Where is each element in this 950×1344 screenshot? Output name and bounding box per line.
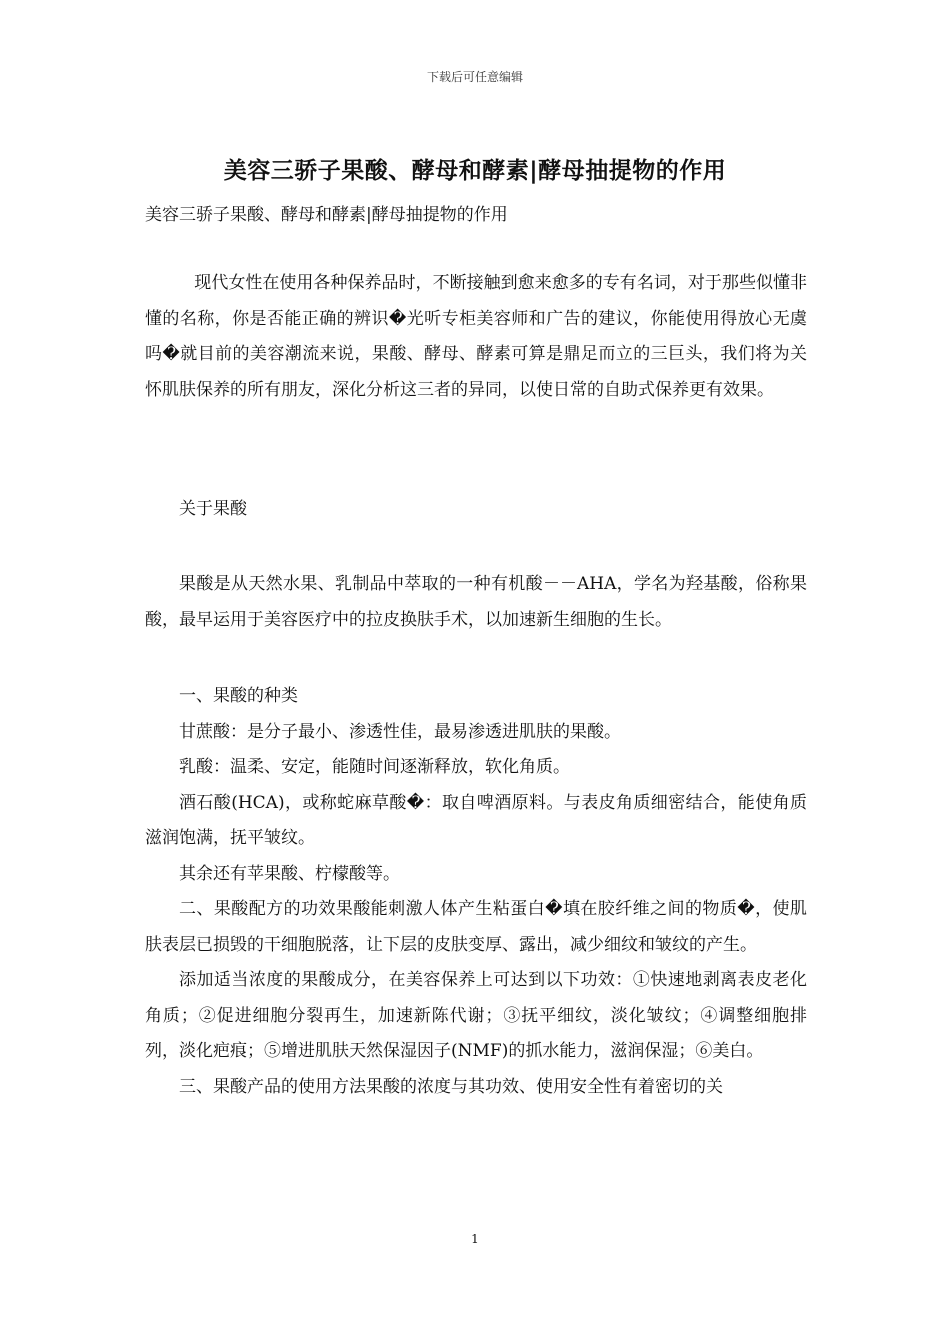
definition-paragraph-block <box>145 567 807 638</box>
section-heading-block <box>145 492 807 528</box>
document-subtitle: 美容三骄子果酸、酵母和酵素|酵母抽提物的作用 <box>145 205 508 225</box>
usage-paragraph: 三、果酸产品的使用方法果酸的浓度与其功效、使用安全性有着密切的关 <box>179 1076 723 1097</box>
page-number: 1 <box>471 1232 479 1246</box>
intro-paragraph: 现代女性在使用各种保养品时，不断接触到愈来愈多的专有名词，对于那些似懂非懂的名称，你是否能正确的辨识�光听专柜美容师和广告的建议，你能使用得放心无虞吗�就目前的美容潮流来说，果酸、酵母、酵素可算是鼎足而立的三巨头，我们将为关怀肌肤保养的所有朋友，深化分析这三者的异同，以使日常的自助式保养更有效果。 <box>145 273 807 400</box>
types-heading: 一、果酸的种类 <box>179 686 298 706</box>
section-heading: 关于果酸 <box>179 499 247 519</box>
document-title: 美容三骄子果酸、酵母和酵素|酵母抽提物的作用 <box>223 158 727 184</box>
types-block <box>145 679 807 1105</box>
type-item-lactic-acid: 乳酸：温柔、安定，能随时间逐渐释放，软化角质。 <box>179 757 570 777</box>
benefits-paragraph: 添加适当浓度的果酸成分，在美容保养上可达到以下功效：①快速地剥离表皮老化角质；②促进细胞分裂再生，加速新陈代谢；③抚平细纹，淡化皱纹；④调整细胞排列，淡化疤痕；⑤增进肌肤天然保湿因子(NMF)的抓水能力，滋润保湿；⑥美白。 <box>145 970 807 1061</box>
intro-paragraph-block <box>145 266 807 408</box>
header-note: 下载后可任意编辑 <box>426 70 523 84</box>
type-item-others: 其余还有苹果酸、柠檬酸等。 <box>179 863 400 884</box>
type-item-sugarcane-acid: 甘蔗酸：是分子最小、渗透性佳，最易渗透进肌肤的果酸。 <box>179 721 621 742</box>
type-item-tartaric-acid: 酒石酸(HCA)，或称蛇麻草酸�：取自啤酒原料。与表皮角质细密结合，能使角质滋润饱满，抚平皱纹。 <box>145 792 807 848</box>
definition-paragraph: 果酸是从天然水果、乳制品中萃取的一种有机酸－－AHA，学名为羟基酸，俗称果酸，最早运用于美容医疗中的拉皮换肤手术，以加速新生细胞的生长。 <box>145 574 807 630</box>
efficacy-paragraph: 二、果酸配方的功效果酸能刺激人体产生粘蛋白�填在胶纤维之间的物质�，使肌肤表层已损毁的干细胞脱落，让下层的皮肤变厚、露出，减少细纹和皱纹的产生。 <box>145 899 807 955</box>
